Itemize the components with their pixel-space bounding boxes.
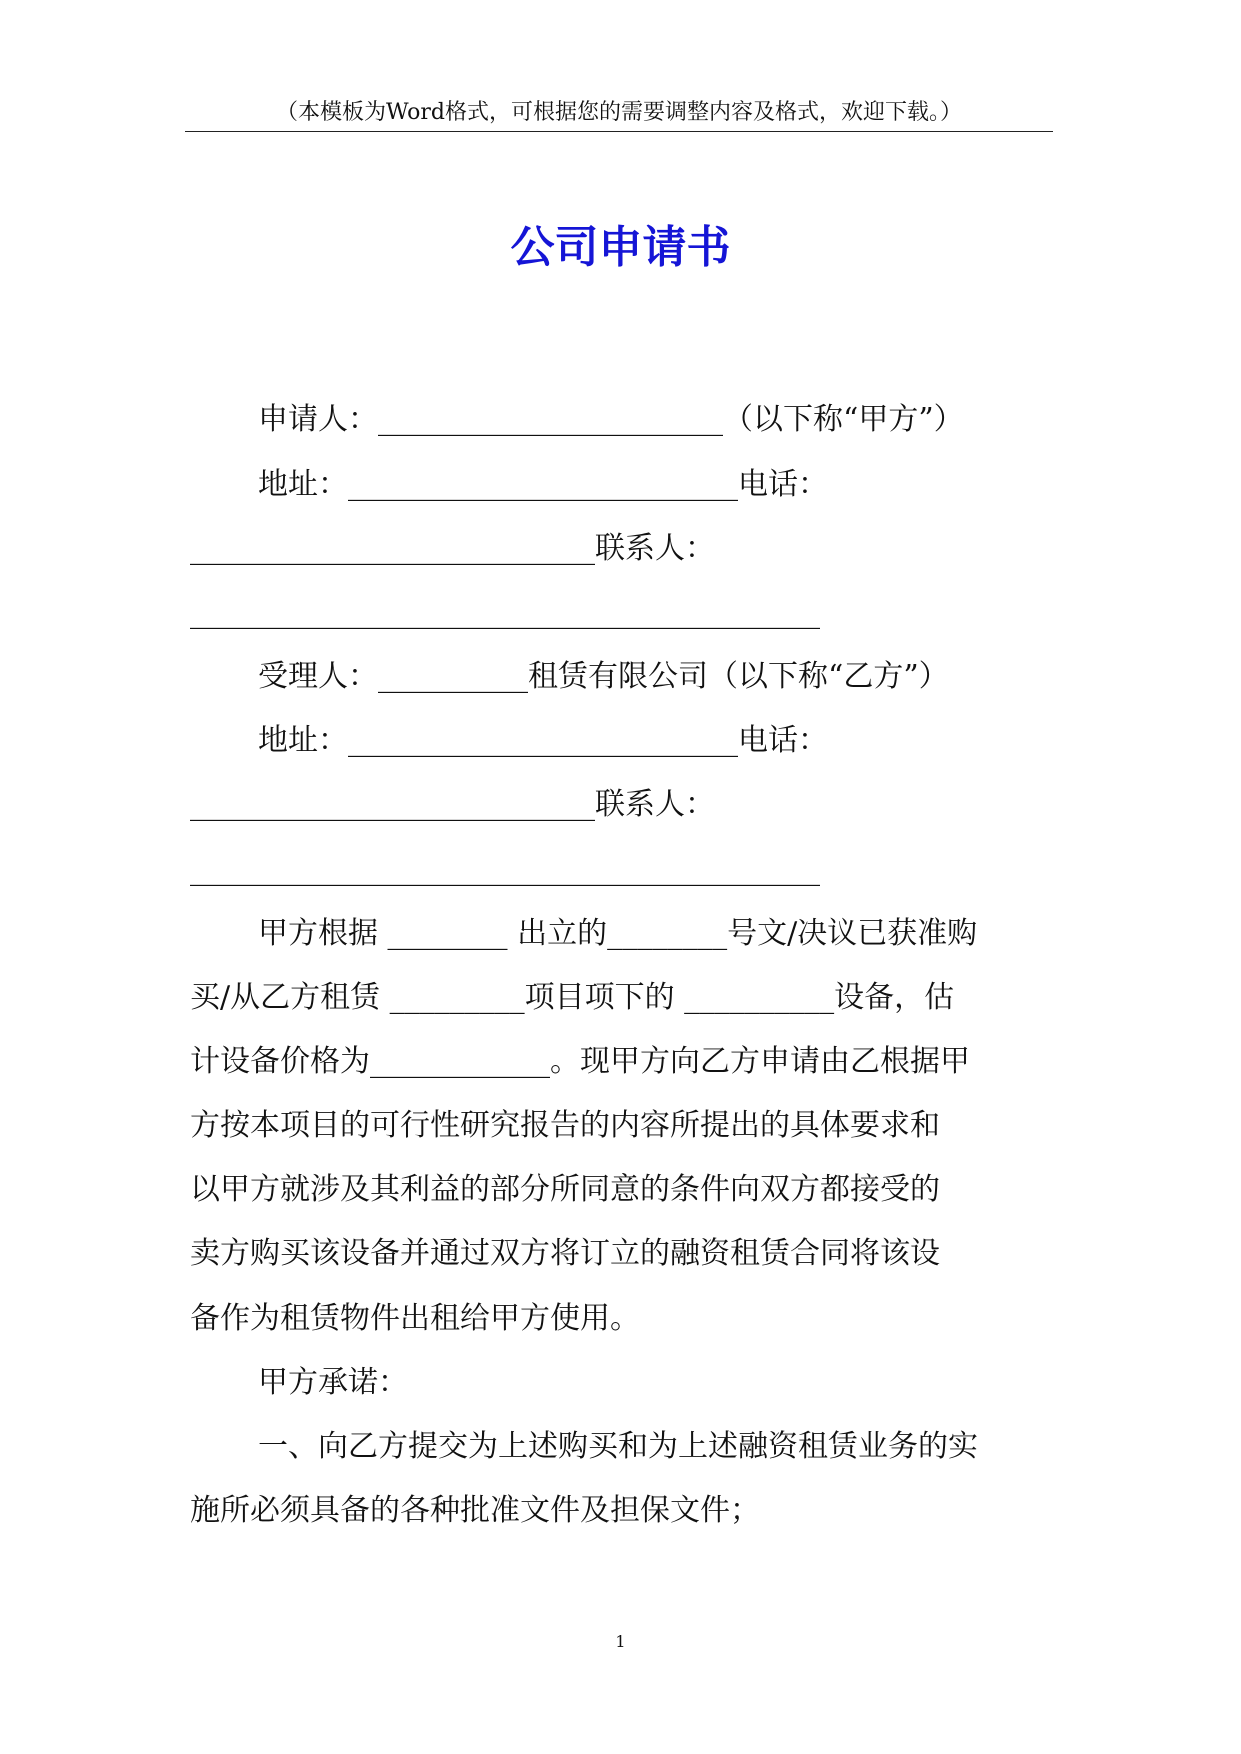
header-divider xyxy=(185,131,1053,132)
acceptor-address-line: 地址：__________________________电话： xyxy=(258,723,828,758)
paragraph-line: 卖方购买该设备并通过双方将订立的融资租赁合同将该设 xyxy=(190,1236,940,1271)
paragraph-line: 计设备价格为____________。现甲方向乙方申请由乙根据甲 xyxy=(190,1044,970,1079)
applicant-contact-line: ___________________________联系人： xyxy=(190,531,715,566)
commitment-item-line: 一、向乙方提交为上述购买和为上述融资租赁业务的实 xyxy=(258,1429,978,1464)
paragraph-line: 方按本项目的可行性研究报告的内容所提出的具体要求和 xyxy=(190,1108,940,1143)
blank-line: __________________________________________ xyxy=(190,852,820,887)
applicant-address-line: 地址：__________________________电话： xyxy=(258,467,828,502)
paragraph-line: 买/从乙方租赁 _________项目项下的 __________设备，估 xyxy=(190,980,955,1015)
header-note: （本模板为Word格式，可根据您的需要调整内容及格式，欢迎下载。） xyxy=(276,100,962,125)
paragraph-line: 以甲方就涉及其利益的部分所同意的条件向双方都接受的 xyxy=(190,1172,940,1207)
commitment-heading: 甲方承诺： xyxy=(258,1365,408,1400)
blank-line: __________________________________________ xyxy=(190,595,820,630)
acceptor-line: 受理人：__________租赁有限公司（以下称“乙方”） xyxy=(258,659,949,694)
applicant-line: 申请人：_______________________（以下称“甲方”） xyxy=(258,402,964,437)
commitment-item-line: 施所必须具备的各种批准文件及担保文件； xyxy=(190,1493,760,1528)
paragraph-line: 甲方根据 ________ 出立的________号文/决议已获准购 xyxy=(258,916,978,951)
acceptor-contact-line: ___________________________联系人： xyxy=(190,787,715,822)
document-title: 公司申请书 xyxy=(510,222,731,273)
paragraph-line: 备作为租赁物件出租给甲方使用。 xyxy=(190,1301,640,1336)
page-number: 1 xyxy=(615,1632,626,1651)
